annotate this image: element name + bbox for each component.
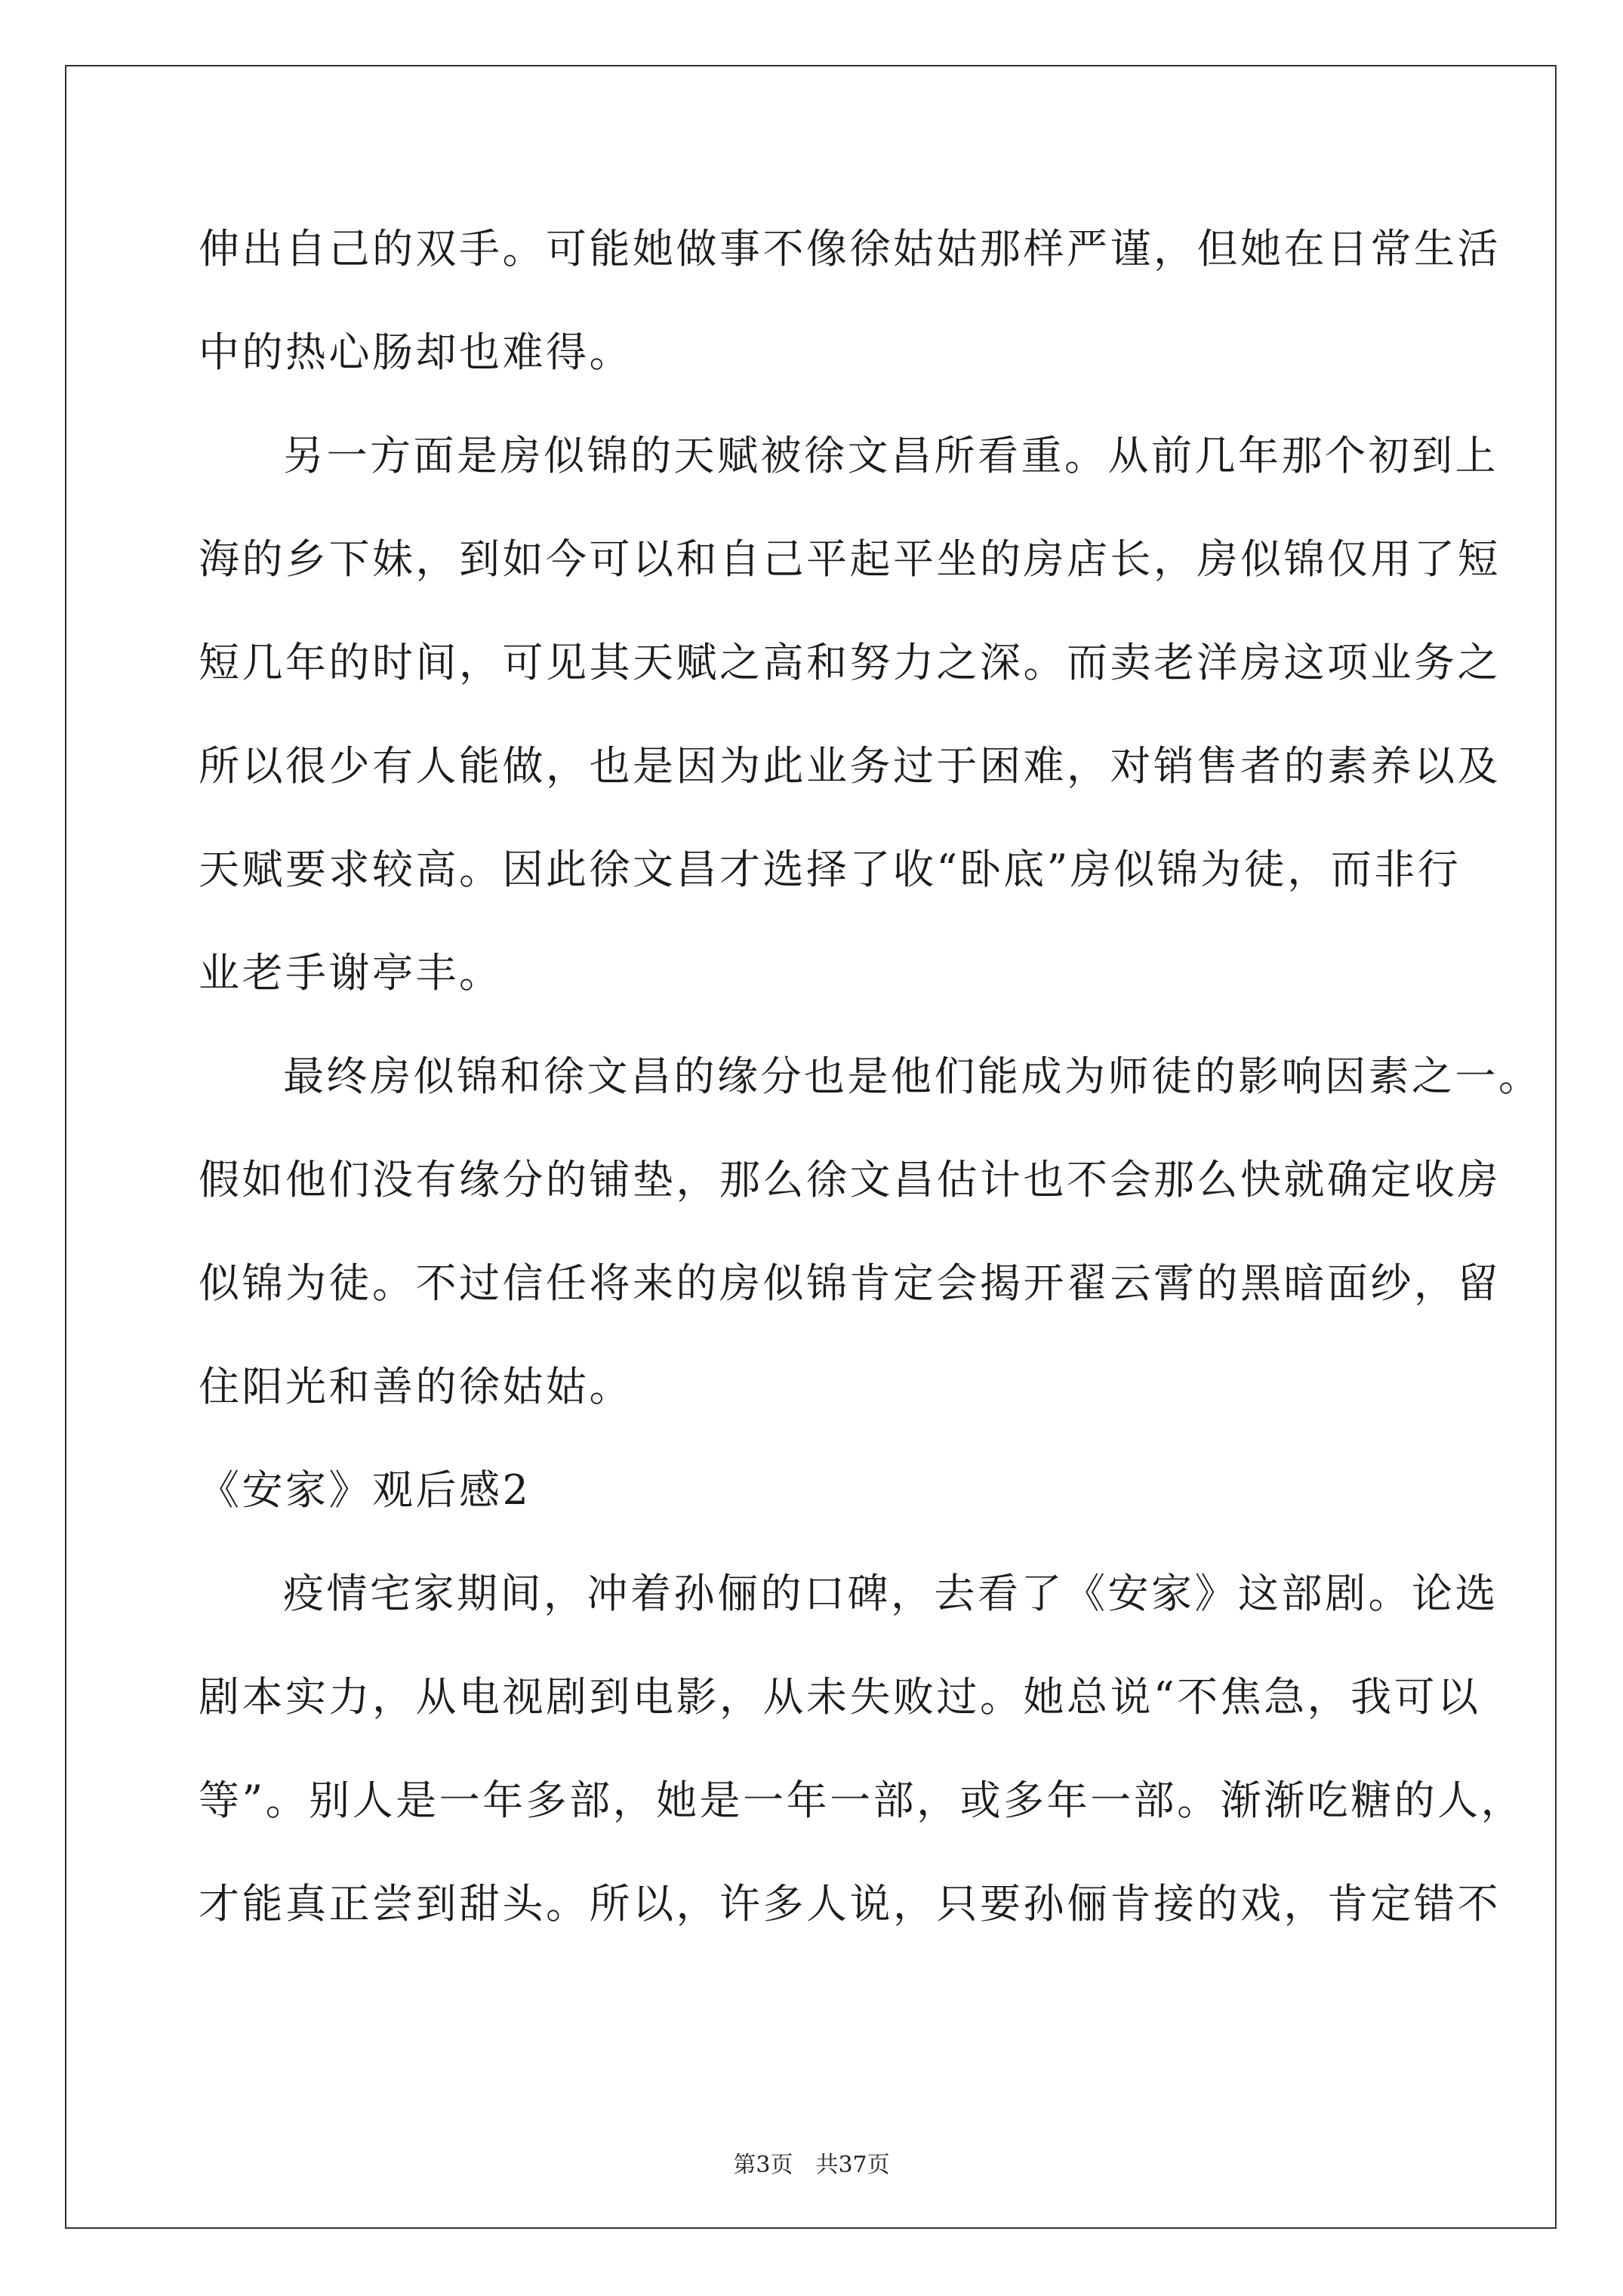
paragraph-first-line: 疫情宅家期间，冲着孙俪的口碑，去看了《安家》这部剧。论选 (283, 1570, 1498, 1617)
text-line: 才能真正尝到甜头。所以，许多人说，只要孙俪肯接的戏，肯定错不 (199, 1880, 1501, 1928)
text-line: 业老手谢亭丰。 (199, 949, 503, 997)
paragraph-first-line: 最终房似锦和徐文昌的缘分也是他们能成为师徒的影响因素之一。 (283, 1052, 1542, 1100)
text-line: 中的热心肠却也难得。 (199, 328, 633, 376)
text-line: 假如他们没有缘分的铺垫，那么徐文昌估计也不会那么快就确定收房 (199, 1156, 1501, 1203)
text-line: 似锦为徒。不过信任将来的房似锦肯定会揭开翟云霄的黑暗面纱，留 (199, 1259, 1501, 1307)
text-line: 住阳光和善的徐姑姑。 (199, 1363, 633, 1410)
paragraph-first-line: 另一方面是房似锦的天赋被徐文昌所看重。从前几年那个初到上 (283, 432, 1498, 479)
text-line: 海的乡下妹，到如今可以和自己平起平坐的房店长，房似锦仅用了短 (199, 535, 1501, 583)
page-footer: 第3页 共37页 (733, 2152, 890, 2178)
text-line: 所以很少有人能做，也是因为此业务过于困难，对销售者的素养以及 (199, 742, 1501, 790)
text-line: 剧本实力，从电视剧到电影，从未失败过。她总说“不焦急，我可以 (199, 1673, 1481, 1721)
text-line: 天赋要求较高。因此徐文昌才选择了收“卧底”房似锦为徒，而非行 (199, 846, 1461, 893)
document-body (199, 211, 1542, 1970)
section-heading: 《安家》观后感2 (199, 1466, 531, 1514)
text-line: 伸出自己的双手。可能她做事不像徐姑姑那样严谨，但她在日常生活 (199, 225, 1501, 273)
text-line: 等”。别人是一年多部，她是一年一部，或多年一部。渐渐吃糖的人， (199, 1777, 1525, 1824)
text-line: 短几年的时间，可见其天赋之高和努力之深。而卖老洋房这项业务之 (199, 639, 1501, 686)
